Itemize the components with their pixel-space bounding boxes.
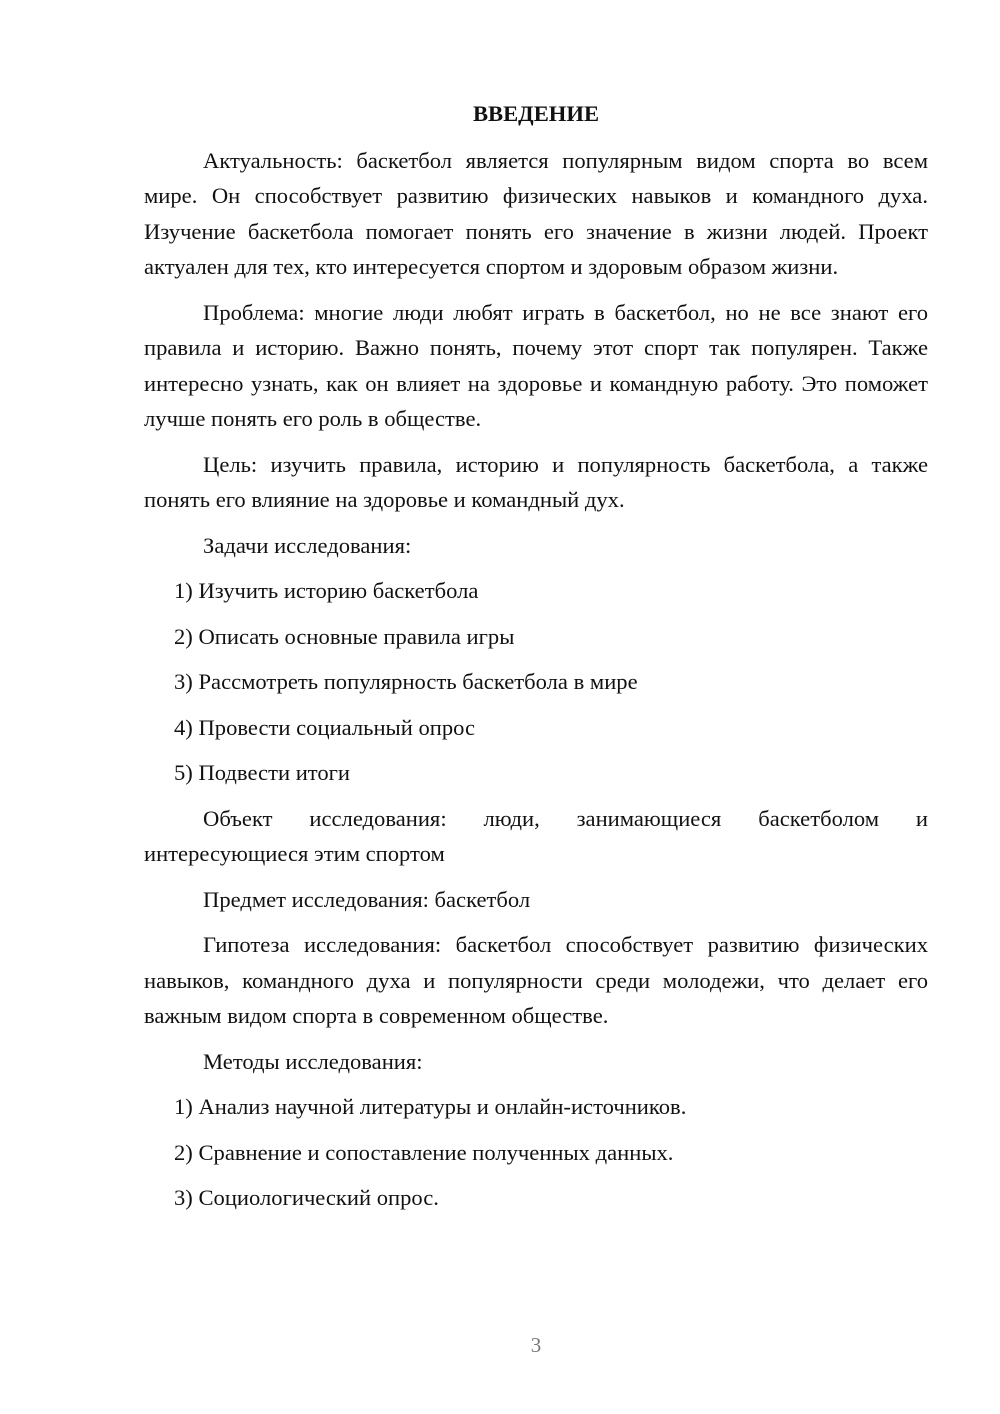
task-item: 5) Подвести итоги [174, 760, 351, 785]
hypothesis-paragraph: Гипотеза исследования: баскетбол способствует развитию физических навыков, командного духа и популярности среди молодежи, что делает его важным видом спорта в современном обществе. [144, 932, 928, 1028]
methods-heading: Методы исследования: [203, 1048, 423, 1074]
methods-list [144, 1089, 928, 1216]
task-item: 2) Описать основные правила игры [174, 623, 515, 649]
method-item: 2) Сравнение и сопоставление полученных данных. [174, 1139, 674, 1165]
page-number: 3 [530, 1333, 542, 1357]
task-item: 3) Рассмотреть популярность баскетбола в мире [174, 669, 638, 694]
subject-paragraph: Предмет исследования: баскетбол [203, 886, 531, 912]
object-paragraph: Объект исследования: люди, занимающиеся баскетболом и интересующиеся этим спортом [144, 805, 928, 866]
task-item: 1) Изучить историю баскетбола [174, 578, 479, 603]
document-body [144, 96, 928, 1226]
problem-paragraph: Проблема: многие люди любят играть в баскетбол, но не все знают его правила и историю. Важно понять, почему этот спорт так популярен. Также интересно узнать, как он влияет на здоровье и командную работу. Это поможет лучше понять его роль в обществе. [144, 299, 928, 431]
method-item: 3) Социологический опрос. [174, 1185, 439, 1210]
goal-paragraph: Цель: изучить правила, историю и популярность баскетбола, а также понять его влияние на здоровье и командный дух. [144, 451, 928, 512]
task-item: 4) Провести социальный опрос [174, 714, 476, 740]
relevance-paragraph: Актуальность: баскетбол является популярным видом спорта во всем мире. Он способствует развитию физических навыков и командного духа. Изучение баскетбола помогает понять его значение в жизни людей. Проект актуален для тех, кто интересуется спортом и здоровым образом жизни. [144, 147, 928, 279]
tasks-list [144, 573, 928, 791]
method-item: 1) Анализ научной литературы и онлайн-источников. [174, 1094, 687, 1119]
section-title: ВВЕДЕНИЕ [472, 101, 600, 126]
tasks-heading: Задачи исследования: [203, 532, 412, 558]
